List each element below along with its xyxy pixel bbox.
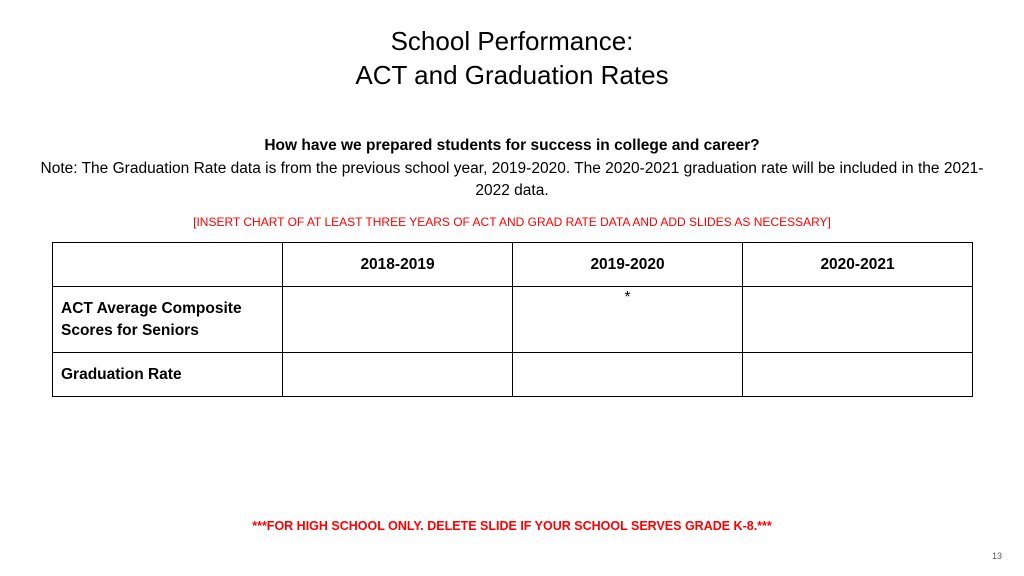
table-cell <box>743 353 973 397</box>
page-number: 13 <box>991 551 1002 561</box>
table-cell <box>283 287 513 353</box>
insert-instruction: [INSERT CHART OF AT LEAST THREE YEARS OF ACT AND GRAD RATE DATA AND ADD SLIDES AS NECESSARY] <box>193 215 831 229</box>
table-row <box>53 353 973 397</box>
table-cell: * <box>513 287 743 353</box>
high-school-only-note: ***FOR HIGH SCHOOL ONLY. DELETE SLIDE IF YOUR SCHOOL SERVES GRADE K-8.*** <box>252 519 772 533</box>
guiding-question: How have we prepared students for success in college and career? <box>264 137 760 154</box>
header-cell-2020-2021: 2020-2021 <box>743 243 973 287</box>
table-row <box>53 287 973 353</box>
slide-title-line2: ACT and Graduation Rates <box>355 60 669 90</box>
table-cell <box>283 353 513 397</box>
header-cell-2018-2019: 2018-2019 <box>283 243 513 287</box>
table-cell <box>743 287 973 353</box>
row-label-act: ACT Average Composite Scores for Seniors <box>53 287 283 353</box>
header-cell-2019-2020: 2019-2020 <box>513 243 743 287</box>
table-cell <box>513 353 743 397</box>
act-grad-rate-table <box>52 242 973 397</box>
header-cell-empty <box>53 243 283 287</box>
data-note: Note: The Graduation Rate data is from the previous school year, 2019-2020. The 2020-2021 graduation rate will be included in the 2021-2022 data. <box>40 160 984 199</box>
slide-title-line1: School Performance: <box>390 26 634 56</box>
row-label-graduation-rate: Graduation Rate <box>53 353 283 397</box>
table-header-row <box>53 243 973 287</box>
